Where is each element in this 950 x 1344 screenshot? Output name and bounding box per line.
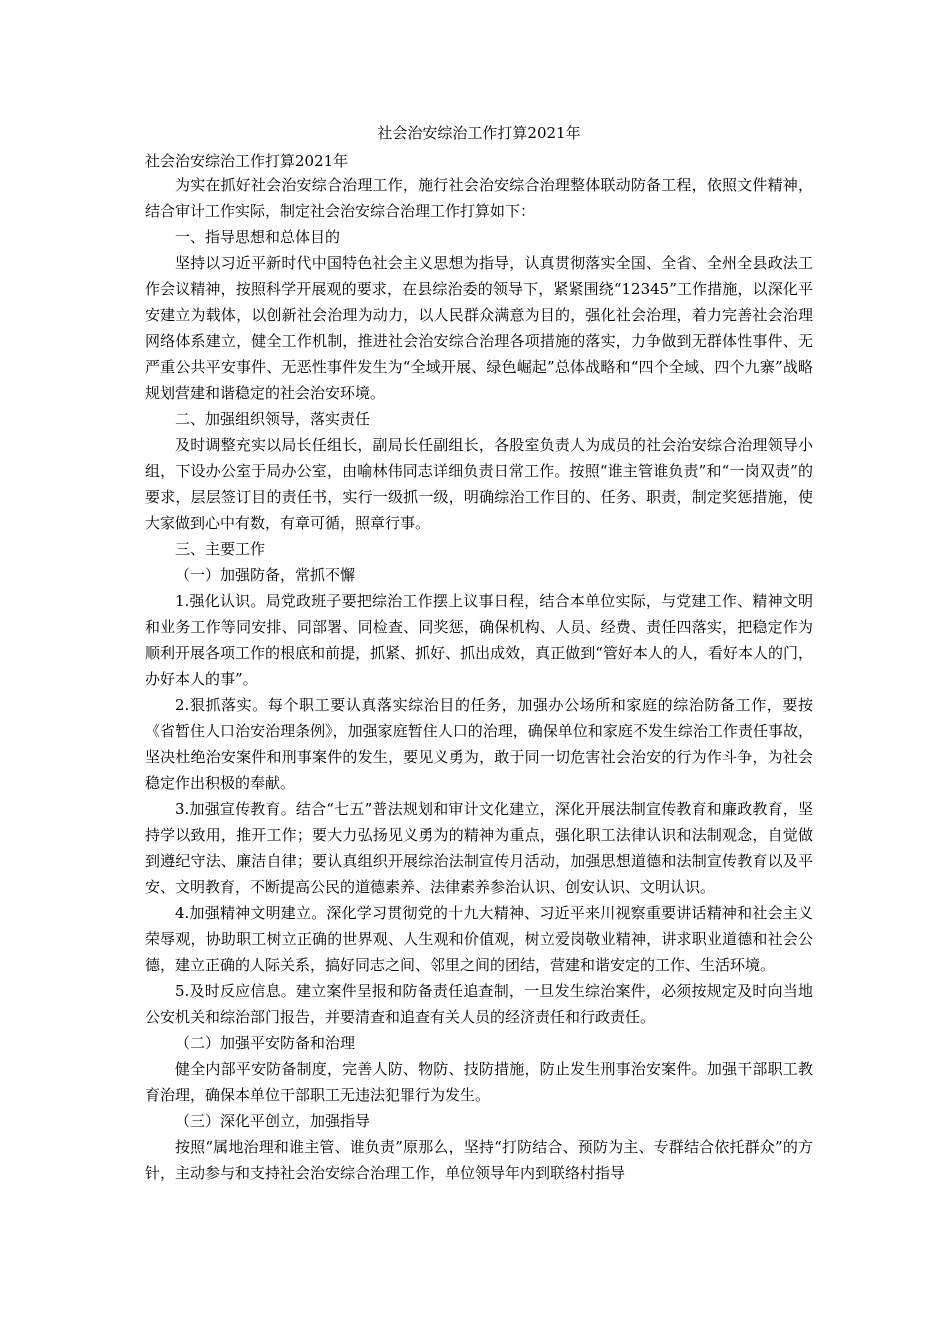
heading-section-1: 一、指导思想和总体目的 xyxy=(175,228,341,246)
paragraph-item-4: 4.加强精神文明建立。深化学习贯彻党的十九大精神、习近平来川视察重要讲话精神和社会主义荣辱观，协助职工树立正确的世界观、人生观和价值观，树立爱岗敬业精神，讲求职业道德和社会公德，建立正确的人际关系，搞好同志之间、邻里之间的团结，营建和谐安定的工作、生活环境。 xyxy=(145,904,813,974)
paragraph-item-2: 2.狠抓落实。每个职工要认真落实综治目的任务，加强办公场所和家庭的综治防备工作，要按《省暂住人口治安治理条例》，加强家庭暂住人口的治理，确保单位和家庭不发生综治工作责任事故，坚决杜绝治安案件和刑事案件的发生，要见义勇为，敢于同一切危害社会治安的行为作斗争，为社会稳定作出积极的奉献。 xyxy=(145,696,813,792)
paragraph-deepen-creation: 按照“属地治理和谁主管、谁负责”原那么，坚持“打防结合、预防为主、专群结合依托群众”的方针，主动参与和支持社会治安综合治理工作，单位领导年内到联络村指导 xyxy=(145,1138,813,1182)
paragraph-intro: 为实在抓好社会治安综合治理工作，施行社会治安综合治理整体联动防备工程，依照文件精神，结合审计工作实际，制定社会治安综合治理工作打算如下： xyxy=(145,176,813,220)
paragraph-leadership: 及时调整充实以局长任组长，副局长任副组长，各股室负责人为成员的社会治安综合治理领导小组，下设办公室于局办公室，由喻林伟同志详细负责日常工作。按照“谁主管谁负责”和“一岗双责”的要求，层层签订目的责任书，实行一级抓一级，明确综治工作目的、任务、职责，制定奖惩措施，使大家做到心中有数，有章可循，照章行事。 xyxy=(145,436,813,532)
heading-subsection-2: （二）加强平安防备和治理 xyxy=(175,1034,356,1052)
document-page xyxy=(145,122,813,1186)
heading-subsection-3: （三）深化平创立，加强指导 xyxy=(175,1112,371,1130)
heading-subsection-1: （一）加强防备，常抓不懈 xyxy=(175,566,356,584)
document-subtitle: 社会治安综治工作打算2021年 xyxy=(145,152,349,170)
paragraph-item-5: 5.及时反应信息。建立案件呈报和防备责任追查制，一旦发生综治案件，必须按规定及时向当地公安机关和综治部门报告，并要清查和追查有关人员的经济责任和行政责任。 xyxy=(145,982,813,1026)
heading-section-2: 二、加强组织领导，落实责任 xyxy=(175,410,371,428)
paragraph-safety-prevention: 健全内部平安防备制度，完善人防、物防、技防措施，防止发生刑事治安案件。加强干部职工教育治理，确保本单位干部职工无违法犯罪行为发生。 xyxy=(145,1060,813,1104)
heading-section-3: 三、主要工作 xyxy=(175,540,266,558)
paragraph-guiding-thought: 坚持以习近平新时代中国特色社会主义思想为指导，认真贯彻落实全国、全省、全州全县政法工作会议精神，按照科学开展观的要求，在县综治委的领导下，紧紧围绕“12345”工作措施，以深化平安建立为载体，以创新社会治理为动力，以人民群众满意为目的，强化社会治理，着力完善社会治理网络体系建立，健全工作机制，推进社会治安综合治理各项措施的落实，力争做到无群体性事件、无严重公共平安事件、无恶性事件发生为“全域开展、绿色崛起”总体战略和“四个全域、四个九寨”战略规划营建和谐稳定的社会治安环境。 xyxy=(145,254,813,402)
paragraph-item-3: 3.加强宣传教育。结合“七五”普法规划和审计文化建立，深化开展法制宣传教育和廉政教育，坚持学以致用，推开工作；要大力弘扬见义勇为的精神为重点，强化职工法律认识和法制观念，自觉做到遵纪守法、廉洁自律；要认真组织开展综治法制宣传月活动，加强思想道德和法制宣传教育以及平安、文明教育，不断提高公民的道德素养、法律素养参治认识、创安认识、文明认识。 xyxy=(145,800,813,896)
document-title: 社会治安综治工作打算2021年 xyxy=(377,124,581,142)
paragraph-item-1: 1.强化认识。局党政班子要把综治工作摆上议事日程，结合本单位实际，与党建工作、精神文明和业务工作等同安排、同部署、同检查、同奖惩，确保机构、人员、经费、责任四落实，把稳定作为顺利开展各项工作的根底和前提，抓紧、抓好、抓出成效，真正做到“管好本人的人，看好本人的门，办好本人的事”。 xyxy=(145,592,813,688)
